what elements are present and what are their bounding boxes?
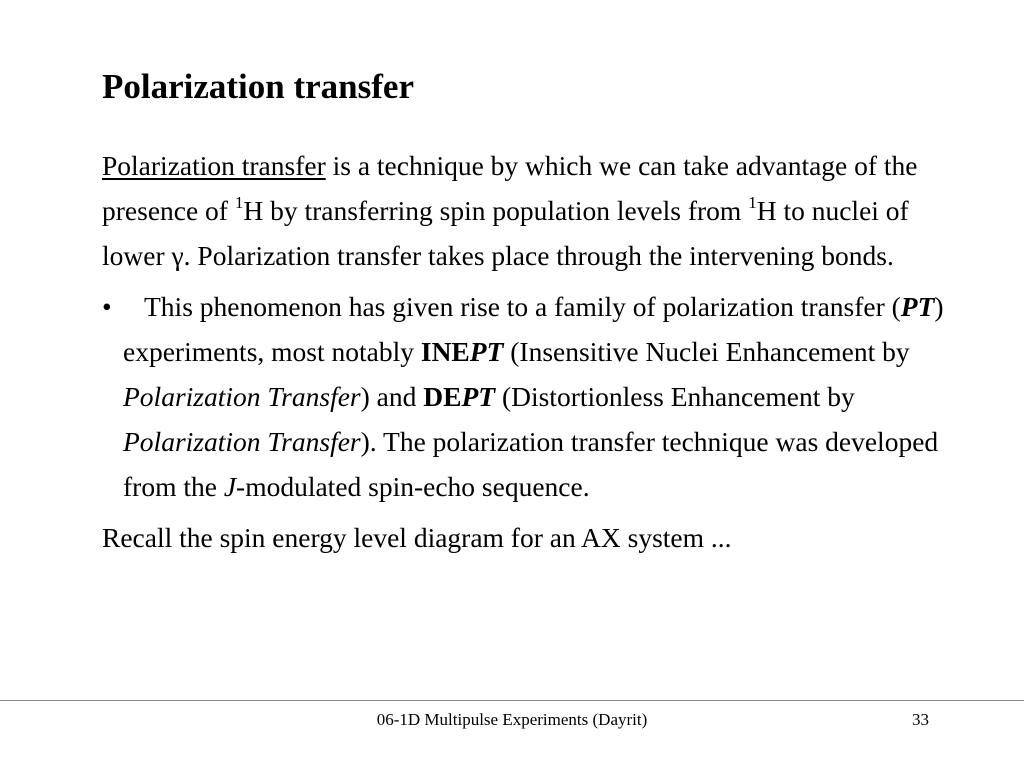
key-term: Polarization transfer bbox=[102, 150, 326, 181]
bullet-icon: • bbox=[102, 291, 112, 322]
dept-acronym: DEPT bbox=[423, 381, 496, 412]
footer-divider bbox=[0, 700, 1024, 701]
slide-body bbox=[102, 143, 962, 560]
pt-abbrev: PT bbox=[900, 291, 935, 322]
intro-paragraph: Polarization transfer is a technique by which we can take advantage of the presence of $^1$H by transferring spin population levels from $^1$H to nuclei of lower γ. Polarization transfer takes place through the intervening bonds. bbox=[102, 150, 918, 271]
inept-acronym: INEPT bbox=[420, 336, 504, 367]
bullet-item: • This phenomenon has given rise to a family of polarization transfer (PT) experiments, most notably INEPT (Insensitive Nuclei Enhancement by Polarization Transfer) and DEPT (Distortionless Enhancement by Polarization Transfer). The polarization transfer technique was developed from the J-modulated spin-echo sequence. bbox=[102, 284, 962, 509]
page-number: 33 bbox=[912, 710, 929, 729]
slide-title: Polarization transfer bbox=[102, 67, 414, 106]
closing-paragraph: Recall the spin energy level diagram for an AX system ... bbox=[102, 522, 732, 553]
gamma-symbol: γ bbox=[171, 240, 184, 271]
footer-caption: 06-1D Multipulse Experiments (Dayrit) bbox=[376, 710, 648, 729]
